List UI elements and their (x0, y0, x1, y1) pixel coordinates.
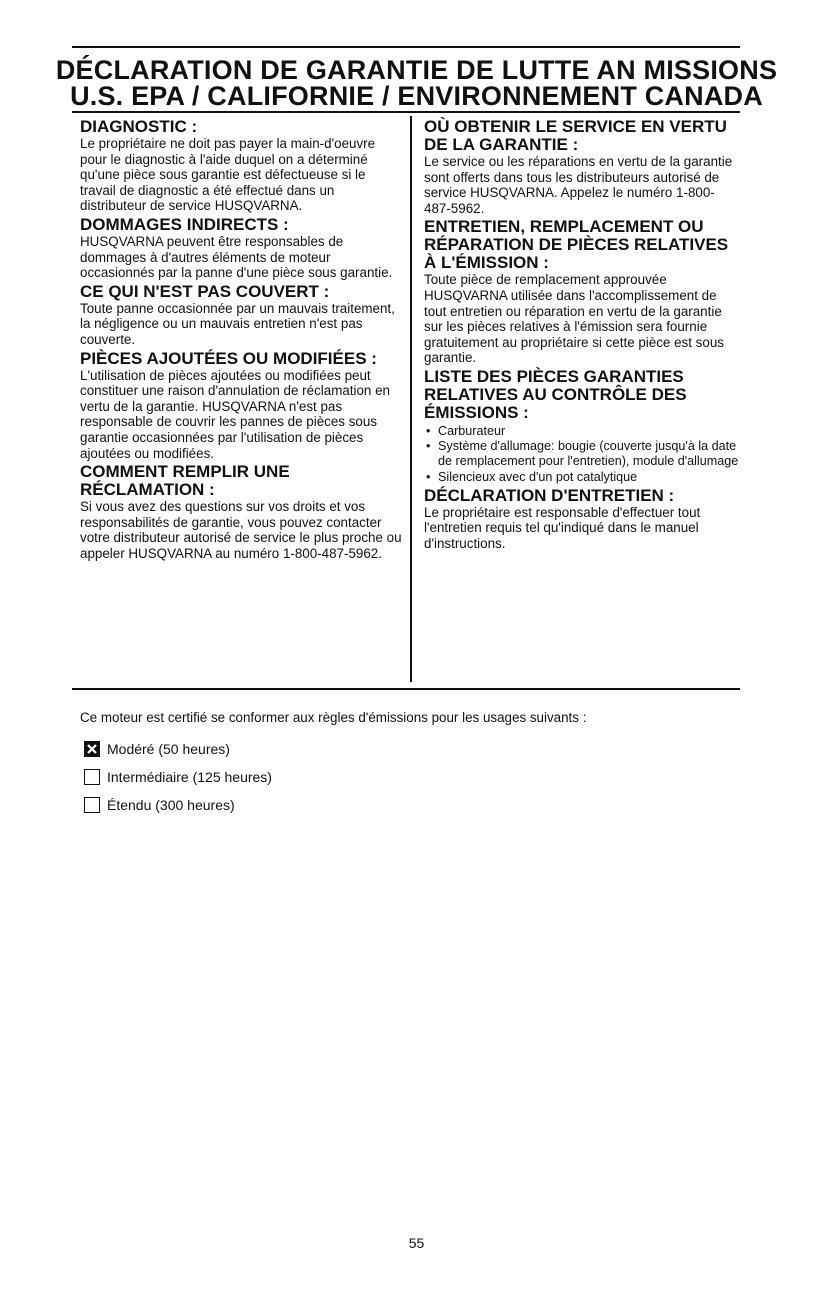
certification-statement: Ce moteur est certifié se conformer aux règles d'émissions pour les usages suivants : (80, 710, 587, 725)
indirect-damages-text: HUSQVARNA peuvent être responsables de dommages à d'autres éléments de moteur occasionnés par la panne d'une pièce sous garantie. (80, 233, 393, 281)
maintenance-statement-heading: DÉCLARATION D'ENTRETIEN : (424, 485, 675, 505)
parts-list-heading: LISTE DES PIÈCES GARANTIES RELATIVES AU CONTRÔLE DES ÉMISSIONS : (424, 366, 687, 422)
modified-parts-text: L'utilisation de pièces ajoutées ou modifiées peut constituer une raison d'annulation de réclamation en vertu de la garantie. HUSQVARNA n'est pas responsable de couvrir les pannes de pièces sous garantie occasionnées par l'utilisation de pièces ajoutées ou modifiées. (80, 367, 390, 461)
maintenance-heading: ENTRETIEN, REMPLACEMENT OU RÉPARATION DE PIÈCES RELATIVES À L'ÉMISSION : (424, 217, 729, 273)
page-title-line-1: DÉCLARATION DE GARANTIE DE LUTTE AN MISSIONS (55, 55, 778, 85)
bottom-rule (72, 688, 740, 690)
option-moderate (84, 739, 230, 759)
top-rule (72, 46, 740, 48)
list-item: • Système d'allumage: bougie (couverte jusqu'à la date de remplacement pour l'entretien), module d'allumage (438, 439, 740, 469)
indirect-damages-heading: DOMMAGES INDIRECTS : (80, 214, 289, 234)
diagnostic-text: Le propriétaire ne doit pas payer la main-d'oeuvre pour le diagnostic à l'aide duquel on a déterminé qu'une pièce sous garantie est défectueuse si le travail de diagnostic a été effectué dans un distributeur de service HUSQVARNA. (80, 136, 376, 214)
service-text: Le service ou les réparations en vertu de la garantie sont offerts dans tous les distributeurs autorisé de service HUSQVARNA. Appelez le numéro 1-800-487-5962. (424, 154, 733, 216)
column-divider (410, 116, 412, 682)
checkbox-icon[interactable] (84, 797, 100, 813)
option-label: Modéré (50 heures) (107, 741, 230, 757)
option-label: Étendu (300 heures) (107, 797, 235, 813)
list-item: • Carburateur (438, 424, 740, 439)
page-number: 55 (408, 1235, 425, 1251)
option-extended (84, 795, 235, 815)
right-column (424, 118, 740, 554)
option-intermediate (84, 767, 272, 787)
list-item: • Silencieux avec d'un pot catalytique (438, 470, 740, 485)
page-title-line-2: U.S. EPA / CALIFORNIE / ENVIRONNEMENT CANADA (70, 81, 763, 111)
checkbox-checked-icon[interactable] (84, 741, 100, 757)
maintenance-statement-text: Le propriétaire est responsable d'effectuer tout l'entretien requis tel qu'indiqué dans le manuel d'instructions. (424, 504, 701, 551)
service-heading: OÙ OBTENIR LE SERVICE EN VERTU DE LA GARANTIE : (424, 117, 727, 154)
left-column (80, 118, 402, 563)
parts-list (424, 424, 740, 485)
modified-parts-heading: PIÈCES AJOUTÉES OU MODIFIÉES : (80, 348, 377, 368)
not-covered-heading: CE QUI N'EST PAS COUVERT : (80, 281, 330, 301)
claim-text: Si vous avez des questions sur vos droits et vos responsabilités de garantie, vous pouvez contacter votre distributeur autorisé de service le plus proche ou appeler HUSQVARNA au numéro 1-800-487-5962. (80, 499, 402, 561)
checkbox-icon[interactable] (84, 769, 100, 785)
option-label: Intermédiaire (125 heures) (107, 769, 272, 785)
maintenance-text: Toute pièce de remplacement approuvée HUSQVARNA utilisée dans l'accomplissement de tout entretien ou réparation en vertu de la garantie sur les pièces relatives à l'émission sera fournie gratuitement au propriétaire si cette pièce est sous garantie. (424, 272, 724, 366)
not-covered-text: Toute panne occasionnée par un mauvais traitement, la négligence ou un mauvais entretien n'est pas couverte. (80, 300, 395, 347)
diagnostic-heading: DIAGNOSTIC : (80, 117, 198, 136)
claim-heading: COMMENT REMPLIR UNE RÉCLAMATION : (80, 462, 290, 500)
title-rule (72, 111, 740, 113)
